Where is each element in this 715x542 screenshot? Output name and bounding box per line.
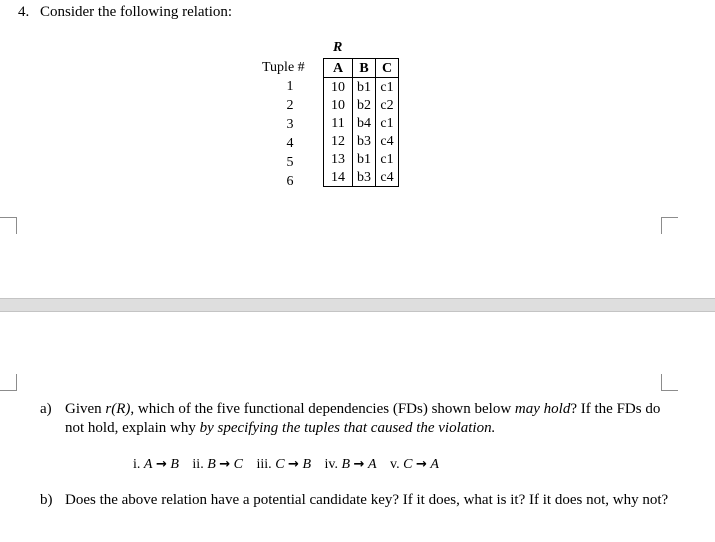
question-title bbox=[18, 4, 232, 21]
fd-item bbox=[192, 457, 243, 472]
column-header-a: A bbox=[324, 59, 353, 78]
tuple-number-column bbox=[262, 58, 318, 191]
cell-c: c4 bbox=[376, 168, 399, 187]
part-a-may-hold: may hold bbox=[514, 401, 571, 417]
fd-rhs: B bbox=[302, 457, 311, 472]
tuple-number: 5 bbox=[286, 155, 294, 170]
cell-c: c1 bbox=[376, 114, 399, 132]
page-corner-mark bbox=[0, 374, 17, 391]
part-b-text: Does the above relation have a potential candidate key? If it does, what is it? If it does not, why not? bbox=[65, 492, 669, 508]
fd-rhs: A bbox=[430, 457, 439, 472]
cell-a: 13 bbox=[324, 150, 353, 168]
part-a-r: r bbox=[105, 401, 112, 417]
fd-lhs: A bbox=[143, 457, 153, 472]
fd-label: ii. bbox=[192, 457, 204, 472]
fd-rhs: B bbox=[170, 457, 179, 472]
cell-a: 10 bbox=[324, 78, 353, 97]
fd-item bbox=[133, 457, 179, 472]
part-b bbox=[40, 491, 680, 510]
question-text: Consider the following relation: bbox=[40, 4, 233, 20]
table-row bbox=[324, 150, 399, 168]
arrow-right-icon: → bbox=[353, 457, 365, 472]
fd-lhs: B bbox=[207, 457, 216, 472]
fd-list bbox=[133, 457, 449, 473]
relation-header-row bbox=[324, 59, 399, 78]
fd-item bbox=[257, 457, 311, 472]
question-number: 4. bbox=[18, 4, 30, 20]
part-a-text bbox=[65, 400, 680, 438]
fd-label: iii. bbox=[256, 457, 272, 472]
page-corner-mark bbox=[661, 374, 678, 391]
cell-a: 12 bbox=[324, 132, 353, 150]
part-a-text-3: ? If the FDs do not hold, explain why bbox=[65, 401, 661, 436]
cell-b: b3 bbox=[353, 132, 376, 150]
cell-c: c4 bbox=[376, 132, 399, 150]
arrow-right-icon: → bbox=[415, 457, 427, 472]
cell-c: c1 bbox=[376, 150, 399, 168]
table-row bbox=[324, 114, 399, 132]
cell-b: b1 bbox=[353, 78, 376, 97]
fd-lhs: C bbox=[275, 457, 285, 472]
table-row bbox=[324, 96, 399, 114]
cell-b: b1 bbox=[353, 150, 376, 168]
cell-b: b2 bbox=[353, 96, 376, 114]
part-a-text-2: , which of the five functional dependencies (FDs) shown below bbox=[130, 401, 515, 417]
page-break-gap bbox=[0, 298, 715, 312]
page-corner-mark bbox=[661, 217, 678, 234]
relation-name: R bbox=[333, 40, 343, 55]
tuple-number: 6 bbox=[286, 174, 294, 189]
fd-lhs: C bbox=[403, 457, 413, 472]
arrow-right-icon: → bbox=[288, 457, 299, 472]
cell-a: 10 bbox=[324, 96, 353, 114]
fd-label: iv. bbox=[324, 457, 338, 472]
part-a-label: a) bbox=[40, 401, 52, 417]
cell-c: c1 bbox=[376, 78, 399, 97]
table-row bbox=[324, 132, 399, 150]
cell-c: c2 bbox=[376, 96, 399, 114]
relation-table bbox=[323, 58, 399, 187]
cell-b: b4 bbox=[353, 114, 376, 132]
fd-rhs: C bbox=[233, 457, 244, 472]
table-row bbox=[324, 78, 399, 97]
fd-item bbox=[390, 457, 439, 472]
fd-lhs: B bbox=[341, 457, 351, 472]
fd-item bbox=[325, 457, 377, 472]
part-a bbox=[40, 400, 680, 438]
fd-rhs: A bbox=[367, 457, 377, 472]
tuple-number: 3 bbox=[286, 117, 294, 132]
fd-label: v. bbox=[390, 457, 400, 472]
tuple-header: Tuple # bbox=[262, 60, 305, 75]
tuple-number: 2 bbox=[286, 98, 294, 113]
tuple-number: 4 bbox=[286, 136, 294, 151]
part-a-relation-ref: (R) bbox=[111, 401, 131, 417]
part-a-italic-end: by specifying the tuples that caused the violation. bbox=[199, 420, 496, 436]
table-row bbox=[324, 168, 399, 187]
cell-b: b3 bbox=[353, 168, 376, 187]
column-header-b: B bbox=[353, 59, 376, 78]
column-header-c: C bbox=[376, 59, 399, 78]
page-corner-mark bbox=[0, 217, 17, 234]
part-a-text-1: Given bbox=[65, 401, 106, 417]
arrow-right-icon: → bbox=[155, 457, 167, 472]
cell-a: 11 bbox=[324, 114, 353, 132]
cell-a: 14 bbox=[324, 168, 353, 187]
tuple-number: 1 bbox=[286, 79, 294, 94]
arrow-right-icon: → bbox=[219, 457, 231, 472]
part-b-label: b) bbox=[40, 492, 53, 508]
fd-label: i. bbox=[133, 457, 141, 472]
